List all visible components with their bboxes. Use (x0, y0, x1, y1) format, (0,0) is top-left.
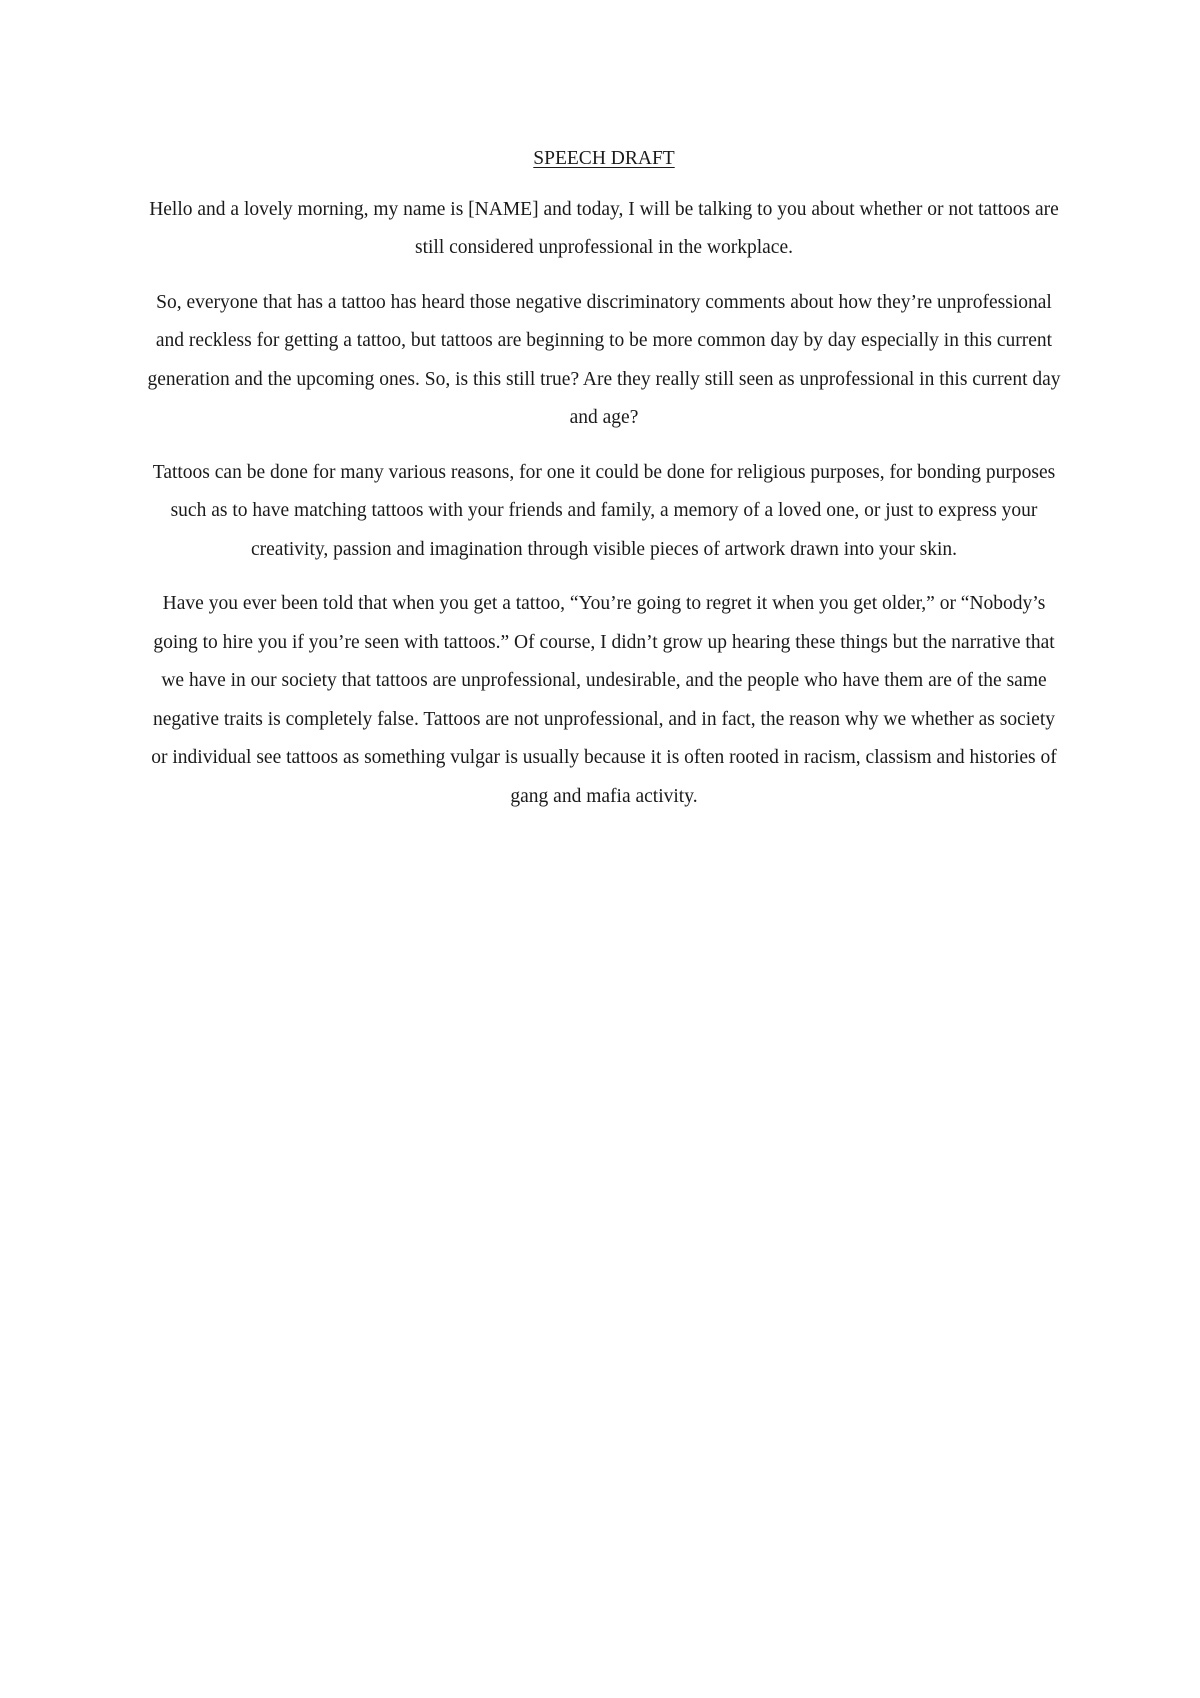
paragraph-negative-comments: So, everyone that has a tattoo has heard those negative discriminatory comments about how they’re unprofessional and reckless for getting a tattoo, but tattoos are beginning to be more common day by day especially in this current generation and the upcoming ones. So, is this still true? Are they really still seen as unprofessional in this current day and age? (147, 291, 1061, 428)
paragraph-reasons: Tattoos can be done for many various reasons, for one it could be done for religious purposes, for bonding purposes such as to have matching tattoos with your friends and family, a memory of a loved one, or just to express your creativity, passion and imagination through visible pieces of artwork drawn into your skin. (152, 461, 1056, 560)
document-body (145, 140, 1063, 832)
document-title: SPEECH DRAFT (533, 148, 675, 169)
paragraph-narrative: Have you ever been told that when you get a tattoo, “You’re going to regret it when you get older,” or “Nobody’s going to hire you if you’re seen with tattoos.” Of course, I didn’t grow up hearing these things but the narrative that we have in our society that tattoos are unprofessional, undesirable, and the people who have them are of the same negative traits is completely false. Tattoos are not unprofessional, and in fact, the reason why we whether as society or individual see tattoos as something vulgar is usually because it is often rooted in racism, classism and histories of gang and mafia activity. (151, 593, 1057, 807)
paragraph-introduction: Hello and a lovely morning, my name is [NAME] and today, I will be talking to you about whether or not tattoos are still considered unprofessional in the workplace. (149, 198, 1059, 258)
